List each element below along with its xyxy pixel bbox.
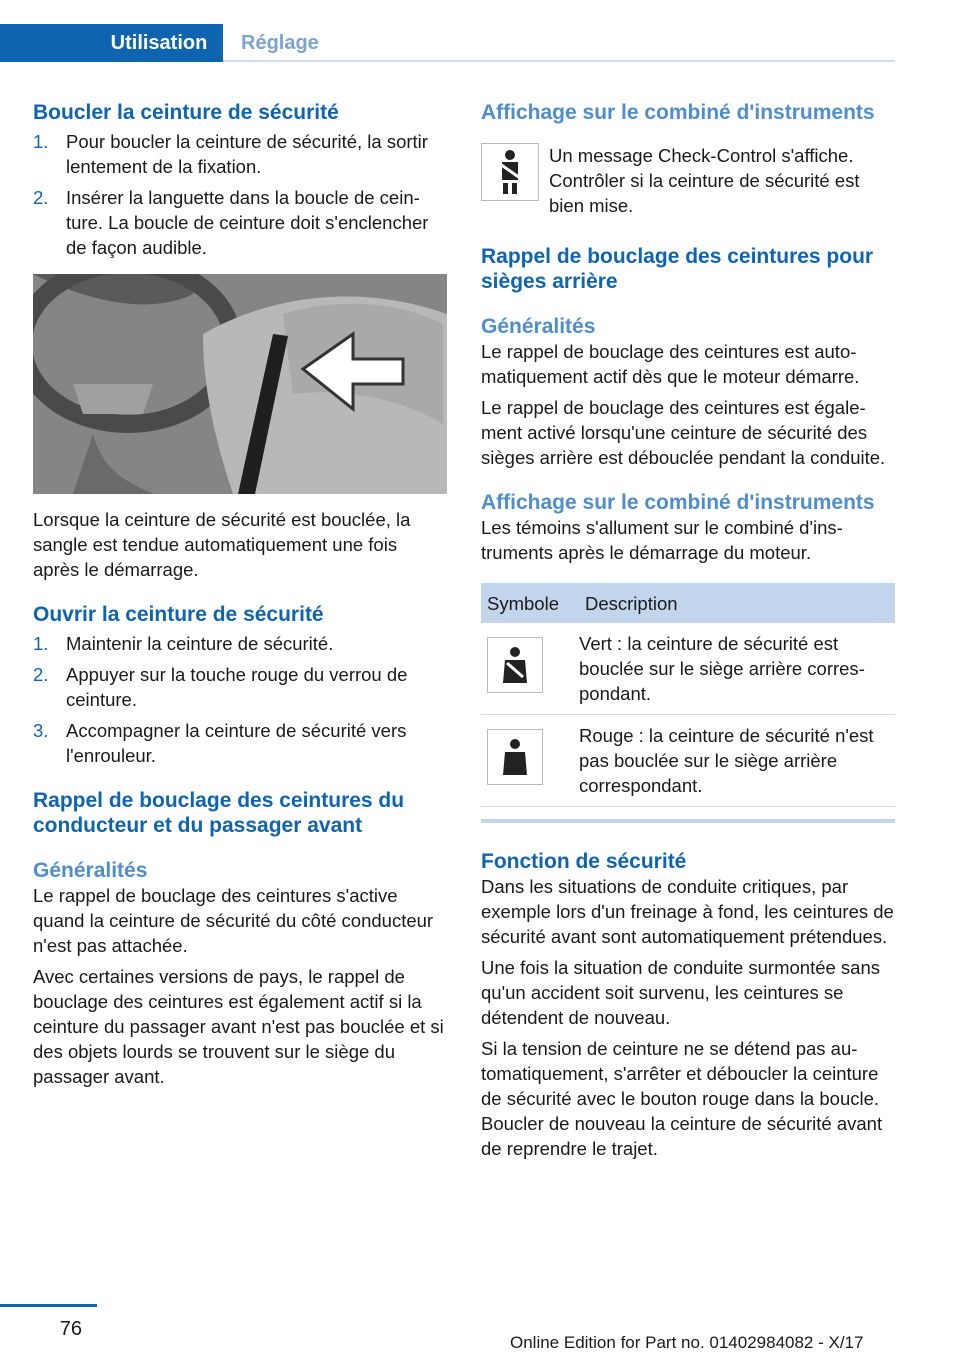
open-steps: [33, 631, 447, 768]
belt-unfastened-icon: [487, 729, 543, 785]
right-column: [481, 100, 895, 1161]
heading-general-front: Généralités: [33, 859, 148, 882]
table-cell-description: Vert : la ceinture de sécurité est bouclée sur le siège arrière correspondant.: [579, 623, 895, 715]
left-column: [33, 100, 447, 1089]
table-row: [481, 715, 895, 807]
heading-display-1: Affichage sur le combiné d'instruments: [481, 101, 875, 124]
paragraph-safety-3: Si la tension de ceinture ne se détend pas automatiquement, s'arrêter et déboucler la ceinture de sécurité avec le bouton rouge dans la boucle. Boucler de nouveau la ceinture de sécurité avant de reprendre le trajet.: [481, 1038, 883, 1159]
column-header-symbol: Symbole: [481, 583, 579, 623]
paragraph-display-2: Les témoins s'allument sur le combiné d'instruments après le démarrage du moteur.: [481, 517, 843, 563]
heading-reminder-front: Rappel de bouclage des ceintures du conducteur et du passager avant: [33, 789, 405, 837]
table-end-rule: [481, 819, 895, 823]
heading-reminder-rear: Rappel de bouclage des ceintures pour sièges arrière: [481, 245, 874, 293]
heading-buckle: Boucler la ceinture de sécurité: [33, 101, 339, 124]
list-item: 1. Pour boucler la ceinture de sécurité, la sortir lentement de la fixation.: [33, 131, 428, 177]
list-item: 1. Maintenir la ceinture de sécurité.: [33, 633, 334, 654]
header-tabs: [0, 0, 895, 62]
header-rule: [223, 60, 895, 62]
seat-belt-photo: [33, 274, 447, 494]
tab-utilisation[interactable]: Utilisation: [0, 24, 223, 62]
page-number: 76: [59, 1318, 82, 1340]
paragraph-general-rear-2: Le rappel de bouclage des ceintures est également activé lorsqu'une ceinture de sécurité des sièges arrière est débouclée pendant la conduite.: [481, 397, 886, 468]
list-item: 2. Insérer la languette dans la boucle de ceinture. La boucle de ceinture doit s'enclencher de façon audible.: [33, 187, 429, 258]
check-control-notice: [481, 143, 895, 218]
buckle-steps: [33, 129, 447, 260]
belt-fastened-icon: [487, 637, 543, 693]
column-header-description: Description: [579, 583, 895, 623]
list-item: 3. Accompagner la ceinture de sécurité vers l'enrouleur.: [33, 720, 407, 766]
edition-line: Online Edition for Part no. 01402984082 - X/17: [510, 1333, 864, 1352]
heading-general-rear: Généralités: [481, 315, 596, 338]
indicator-table: [481, 583, 895, 807]
list-item: 2. Appuyer sur la touche rouge du verrou de ceinture.: [33, 664, 408, 710]
paragraph-general-front-2: Avec certaines versions de pays, le rappel de bouclage des ceintures est également actif si la ceinture du passager avant n'est pas bouclée et si des objets lourds se trouvent sur le siège du passager avant.: [33, 966, 444, 1087]
paragraph-after-photo: Lorsque la ceinture de sécurité est bouclée, la sangle est tendue automatiquement une fois après le démarrage.: [33, 509, 411, 580]
table-row: [481, 623, 895, 715]
footer-rule: [0, 1304, 97, 1307]
paragraph-safety-1: Dans les situations de conduite critiques, par exemple lors d'un freinage à fond, les ceintures de sécurité avant sont automatiquement prétendues.: [481, 876, 894, 947]
seatbelt-warning-icon: [481, 143, 539, 201]
heading-open: Ouvrir la ceinture de sécurité: [33, 603, 324, 626]
tab-reglage[interactable]: Réglage: [241, 31, 319, 54]
heading-display-2: Affichage sur le combiné d'instruments: [481, 491, 875, 514]
heading-safety: Fonction de sécurité: [481, 850, 687, 873]
paragraph-general-front-1: Le rappel de bouclage des ceintures s'active quand la ceinture de sécurité du côté conducteur n'est pas attachée.: [33, 885, 434, 956]
paragraph-safety-2: Une fois la situation de conduite surmontée sans qu'un accident soit survenu, les ceintures se détendent de nouveau.: [481, 957, 881, 1028]
check-control-text: Un message Check-Control s'affiche. Contrôler si la ceinture de sécurité est bien mise.: [549, 145, 860, 216]
table-header-row: [481, 583, 895, 623]
paragraph-general-rear-1: Le rappel de bouclage des ceintures est automatiquement actif dès que le moteur démarre.: [481, 341, 860, 387]
table-cell-description: Rouge : la ceinture de sécurité n'est pas bouclée sur le siège arrière correspondant.: [579, 715, 895, 807]
